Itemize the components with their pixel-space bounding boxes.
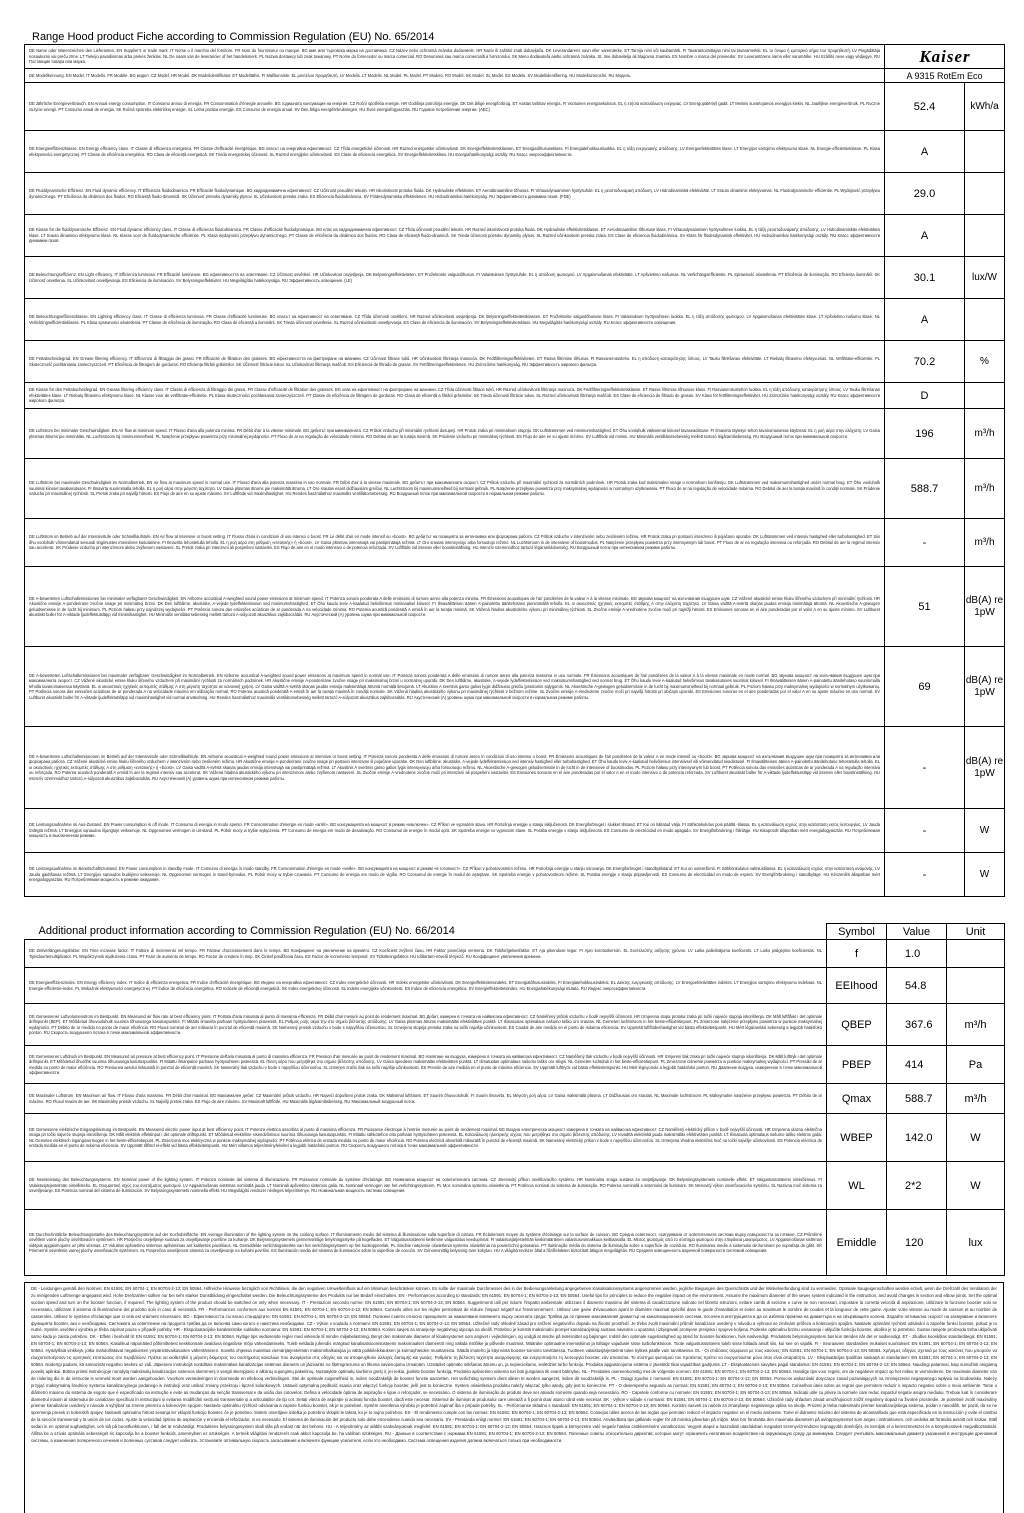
info-row (25, 1084, 1005, 1114)
fiche-row-unit: kWh/a (965, 83, 1005, 131)
info-row-symbol: Emiddle (827, 1210, 887, 1276)
fiche-row-unit: dB(A) re 1pW (965, 567, 1005, 647)
header-symbol: Symbol (827, 924, 887, 940)
info-row (25, 1004, 1005, 1046)
fiche-row-description: DE Leistungsaufnahme im Bereitschaftszustand. EN Power consumption in standby mode. IT Consumo di energia in modo standby. FR Consommation d'énergie en mode «veille». BG консумацията на мощност в режим «в готовност». CZ Příkon v pohotovostním režimu. HR Potrošnja energije u stanju mirovanja. DK Energiforbruget i standbytilstand. ET Kui on ooterežiimil. FI Sähkönkulutus valmiustilassa. EL η κατανάλωση ισχύος στην κατάσταση αναμονής. LV Jauda gaidīšanas režīmā. LT Energijos sąnaudos budėjimo veiksenoje. NL Opgenomen vermogen in stand-bymodus. PL Pobór mocy w trybie czuwania. PT Consumo de energia em modo de vigília. RO Consumul de energie în modul de așteptare. SK Spotreba energie v pohotovostnom režime. SL Poraba energije v stanju pripravljenosti. ES Consumo de electricidad en modo de espera. SV Energiförbrukning i standbyläge. HU Készenléti állapotban mért energiafogyasztás. RU Потребляемая мощность в режиме ожидания. (25, 853, 885, 897)
info-row-symbol: PBEP (827, 1046, 887, 1084)
fiche-row-value: A (885, 131, 965, 173)
fiche-row-unit: W (965, 853, 1005, 897)
fiche-row-value: - (885, 809, 965, 853)
info-row-unit (947, 968, 1005, 1004)
info-row-description: DE Gemessene elektrische Eingangsleistung im Bestpunkt. EN Measured electric power input at best efficiency point. IT Potenza elettrica assorbita al punto di massima efficienza. FR Puissance électrique à l'entrée mesurée au point de rendement maximal. BG Входна електрическа мощност измерена в точката на найвисока ефективност. CZ Naměřený elektrický příkon v bodě nejvyšší účinnosti. HR Izmjerena ulazna električna snaga pri točki najveće stupnja iskorištenja. DK Målt elektrisk effektinput i det optimale driftspunkt. ET Mõõdetud elektriline sisendvõimsus suurima tõhususega kasutuspunktis. FI Mitattu sähkötehon otto parhaan hyötysuhteen pisteessä. EL Κατανάλωση ηλεκτρικής ισχύος που μετρήθηκε στο σημείο βέλτιστης απόδοσης. LV Ievadītā elektriskā jauda maksimālās efektivitātes punktā. LT Išmatuota optimalaus našumo taško elektros galia. NL Gemeten elektrisch ingangsvermogen in het beste-efficiëntiepunt. PL Zmierzona moc elektryczna w punkcie maksymalnej wydajności. PT Potência elétrica de entrada medida no ponto de maior eficiência. RO Puterea electrică absorbită măsurată în punctul de eficiență maximă. SK Nameraný elektrický príkon v bode s najvyššou účinnosťou. SL Izmerjena vhodna električna moč na točki najvišje učinkovitosti. ES Potencia eléctrica de entrada medida en el punto de máxima eficiencia. SV Uppmätt tillförd el-effekt vid bästa effektivitetspunkt. HU Mért villamos teljesítményfelvétel a legjobb hatásfokú ponton. RU Скорость воздушного потока в точке максимальной эффективности. (25, 1114, 827, 1162)
info-row-unit: Pa (947, 1046, 1005, 1084)
info-row-value: 367.6 (887, 1004, 947, 1046)
fiche-row-unit: W (965, 809, 1005, 853)
info-row-unit: m³/h (947, 1004, 1005, 1046)
info-row (25, 1162, 1005, 1210)
info-row-description: DE Zeitverlängerungsfaktor. EN Time increase factor. IT Fattore di incremento nel tempo. FR Facteur d'accroissement dans le temps. BG Коефициент на увеличение на времето. CZ Koeficient zvýšení času. HR Faktor povećanja vremena. DK Tidsforlgelsesfaktor. ET Aja pikenduse tegur. FI Ajan korotuskerroin. EL Συντελεστής αύξησης χρόνου. LV Laika palielinājuma koeficients. LT Laiko pailgėjimo koeficientas. NL Tijdsduurtemultiplicator. PL Współczynnik wydłużenia czasu. PT Fator de aumento de tempo. RO Factor de creștere în timp. SK Činiteľ predĺženia času. ES Factor de incremento temporal. SV Tidsökningsfaktor. HU Időtartam-növelő tényező. RU Коэффициент увеличения времени. (25, 940, 827, 968)
fiche-row-description: DE A-bewerteten Luftschallemissionen bei minimaler verfügbarer Geschwindigkeit. EN Airborne acoustical A-weighted sound power emissions at minimum speed. IT Potenza sonora ponderata A delle emissioni di rumore aereo alla potenza minima. FR Émissions acoustiques de l'air pondérées de la valeur A à la vitesse minimale. BG звукова мощност на излъчвания въздушен шум. CZ Vážené akustické emise hluku šířeného vzduchem při minimální rychlosti. HR Akustične emisije A-ponderirane zvučne snage pri minimalnoj brzini. DK Den luftbårne, akustiske, A-vejede lydeffektemission ved minimumshastighed. ET Õhu kaudu leviv A-kaalutud helivõimsus minimaalsel kiirusel. FI Ilmavälitteisen äänen A-painotettu äänitehotaso pienimmällä teholla. EL οι ακουστικές ηχητικές εκπομπές στάθμης A στην ελάχιστη ταχύτητα. LV Gaisa vadītā A-svērtā skaņas jaudas emisija minimālajā ātrumā. NL Akoestische A-gewogen geluidsemissie in de lucht bij minimum. PL Poziom hałasu przy najniższej wydajności. PT Potência sonora das emissões acústicas de ar ponderada A na velocidade mínima. RO Puterea acustică ponderată A emisă în aer la turația minimă. SK Vážená hladina akustického výkonu pri minimálnej rýchlosti. SL Zvočne emisije A-vrednotene zvočne moči pri najnižji hitrosti. ES Emisiones sonoras en el aire ponderadas por el valor A en su ajuste mínimo. SV Luftburet akustiskt buller för A-viktade ljudeffektutsläpp vid minimihastighet. HU Minimális ventilátorsebesség mellett tartozó A-súlyozott akusztikus zajkibocsátás. RU Акустический (А) уровень шума при минимальной скорости. (25, 567, 885, 647)
fiche-row-unit: m³/h (965, 519, 1005, 567)
model-value: A 9315 RotEm Eco (885, 69, 1005, 83)
fiche-row-value: A (885, 215, 965, 257)
additional-info-title: Additional product information according to Commission Regulation (EU) No. 66/2014 (25, 924, 827, 940)
info-row-description: DE Nennleistung des Beleuchtungssystems. EN Nominal power of the lighting system. IT Potenza nominale del sistema di illuminazione. FR Puissance nominale du système d'éclairage. BG Номинална мощност на осветителната система. CZ Jmenovitý příkon osvětlovacího systému. HR Nominalna snaga sustava za osvjetljavanje. DK Belysningssystemets nominelle effekt. ET Valgustussüsteemi nimivõimsus. FI Valaistusjärjestelmän nimellisteho. EL Ονομαστική ισχύς του συστήματος φωτισμού. LV Apgaismošanas sistēmas nominālā jauda. LT Nominali apšvietimo sistemos galia. NL Nominaal vermogen van het verlichtingssysteem. PL Moc nominalna systemu oświetlenia. PT Potência nominal do sistema de iluminação. RO Puterea nominală a sistemului de iluminare. SK Menovitý výkon osvetľovacieho systému. SL Nazivna moč sistema za osvetljevanje. ES Potencia nominal del sistema de iluminación. SV Belysningssystemets nominella effekt. HU Megvilágító rendszer névleges teljesítménye. RU Номинальная мощность системы освещения. (25, 1162, 827, 1210)
model-description: DE Modellkennung. EN Model. IT Modello. FR Modèle. BG модел. CZ Model. HR Model. DK Modelidentifikator. ET Mudelitähis. FI Mallitunniste. EL μοντέλου προμηθευτή. LV Modelis. LT Modelis. NL Model. PL Model. PT Modelo. RO Model. SK Model. SL Model. ES Modelo. SV Modellidentifiering. HU Modellazonosító. RU Модель. (25, 69, 885, 83)
fiche-row (25, 647, 1005, 727)
fiche-row-description: DE Fettabscheidegrad. EN Grease filtering efficiency. IT Efficienza di filtraggio dei grassi. FR Efficacité de filtration des graisses. BG ефективността на филтриране на мазнини. CZ Účinnost filtrace tuků. HR Učinkovitost filtriranja masnoća. DK Fedtfiltreringseffektiviteten. ET Rasva filtrimise tõhusus. FI Rasvanerotusteho. EL η απόδοση κατακράτησης λίπους. LV Tauku filtrēšanas efektivitāte. LT Riebalų filtravimo efektyvumas. NL Vetfiltratie-efficiëntie. PL Skuteczność pochłaniania zanieczyszczeń. PT Eficiência de filtragem de gorduras. RO Eficiența filtrării grăsimilor. SK Účinnosť filtrácie tukov. SL Učinkovitost filtriranja maščob. ES Eficiencia de filtrado de grasas. SV Fettfiltreringseffektiviteten. HU Zsírszűrési hatékonyság. RU Эффективность жирового фильтра. (25, 341, 885, 383)
header-unit: Unit (947, 924, 1005, 940)
supplier-row (25, 45, 1005, 69)
info-row-value: 54.8 (887, 968, 947, 1004)
fiche-row-description: DE Jährliche Energieverbrauch. EN Annual energy consumption. IT Consumo annuo di energia. FR Consommation d'énergie annuelle. BG годишната консумация на енергия. CZ Roční spotřeba energie. HR Godišnja potrošnja energije. DK Det årlige energiforbrug. ET Aastas tarbitav energia. FI Vuotuinen energiankulutus. EL η ετήσια κατανάλωση ενέργειας. LV Energopatēriņš gadā. LT Metinis suvartojamos energijos kiekis. NL Jaarlijkse energieverbruik. PL Roczne zużycie energii. PT Consumo anual de energia. SK Ročná spotreba elektrickej energie. SL Letna poraba energije. ES Consumo de energía anual. SV Den årliga energiförbrukningen. HU Éves energiafogyasztás. RU Годовое потребление энергии. (AEC) (25, 83, 885, 131)
info-row-unit (947, 940, 1005, 968)
fiche-row-description: DE Klasse für den Fettabscheidegrad. EN Grease filtering efficiency class. IT Classe di efficienza di filtraggio dei grassi. FR Classe d'efficacité de filtration des graisses. BG клас на ефективност на филтриране на мазнини. CZ Třída účinnosti filtrace tuků. HR Razred učinkovitosti filtriranja masnoća. DK Fedtfiltreringseffektivitetsklasse. ET Rasva filtrimise tõhususe klass. FI Rasvanerotustehon luokka. EL η τάξη απόδοσης κατακράτησης λίπους. LV Tauku filtrēšanas efektivitātes klase. LT Riebalų filtravimo efektyvumo klasė. NL Klasse voor de vetfiltratie-efficiëntie. PL Klasa skuteczności pochłaniania zanieczyszczeń. PT Classe de eficiência de filtragem de gorduras. RO Clasa de eficiență a filtrării grăsimilor. SK Trieda účinnosti filtrácie tukov. SL Razred učinkovitosti filtriranja maščob. ES Clase de eficiencia de filtrado de grasas. SV Klass för fettfiltreringseffektivitet. HU Zsírszűrési hatékonysági osztály. RU Класс эффективности жирового фильтра. (25, 383, 885, 409)
info-row-value: 588.7 (887, 1084, 947, 1114)
fiche-row-unit (965, 173, 1005, 215)
info-row-symbol: f (827, 940, 887, 968)
supplier-brand-cell (885, 45, 1005, 69)
fiche-row-value: A (885, 299, 965, 341)
info-row (25, 968, 1005, 1004)
fiche-row (25, 341, 1005, 383)
fiche-row-description: DE Luftstrom bei maximaler Geschwindigkeit im Normalbetrieb. EN Air flow at maximum speed in normal use. IT Flusso d'aria alla potenza massima in uso normale. FR Débit d'air à la vitesse maximale. BG дебитът при максималната скорост. CZ Průtok vzduchu při maximální rychlosti za normálních podmínek. HR Protok zraka kod maksimalne snage u normalnom korištenju. DK Luftstrømmen ved maksimumshastighed under normal brug. ET Õhu vooluhulk suurimal kiirusel tavakasutuses. FI Ilmavirta suurimmalla teholla. EL η ροή αέρα στην μέγιστη ταχύτητα. LV Gaisa plūsmas ātrums pie maksimālā ātruma. LT Oro srautas esant didžiausiam greičiui. NL Luchtstroom bij maximumsnelheid bij normaal gebruik. PL Natężenie przepływu powietrza przy maksymalnej wydajności w normalnym użytkowaniu. PT Fluxo de ar na regulação de velocidade máxima. RO Debitul de aer la turația maximă în condiții normale. SK Prúdenie vzduchu pri maximálnej rýchlosti. SL Pretok zraka pri najvišji hitrosti. ES Flujo de aire en su ajuste máximo. SV Luftflöde vid maximihastighet. HU Rendes használathoz maximális ventillátorsebesség. RU Воздушный поток при максимальной скорости в нормальном режиме работы. (25, 459, 885, 519)
additional-info-rows (25, 940, 1005, 1276)
fiche-row-value: D (885, 383, 965, 409)
info-row-symbol: Qmax (827, 1084, 887, 1114)
info-row-symbol: WBEP (827, 1114, 887, 1162)
fiche-row-unit (965, 215, 1005, 257)
fiche-row-description: DE Fluiddynamische Effizienz. EN Fluid dynamic efficiency. IT Efficienza fluidodinamica. FR Efficacité fluidodynamique. BG хидродинамична ефективност. CZ Účinnost proudění tekutin. HR Iskoristivost protoka fluida. DK Hydrauliske effektivitet. ET Aerodünaamiline tõhusus. FI Virtausdynaaminen hyötysuhde. EL η ρευστοδυναμική απόδοση. LV Hidrodinamiskā efektivitāte. LT Srauto dinaminis efektyvumas. NL Fluïdodynamische efficiëntie. PL Wydajność przepływu dynamicznego. PT Eficiência da dinâmica dos fluidos. RO Eficiență fluido-dinamică. SK Účinnosť prietoku dynamiky plynov. SL Učinkovitost pretoka zraka. ES Eficiencia fluidodinámica. SV Flödesdynamiska effektiviteten. HU Hidrodinamikai hatékonyság. RU Эффективность динамики газов. (FDE) (25, 173, 885, 215)
fiche-row (25, 409, 1005, 459)
fiche-row-unit: dB(A) re 1pW (965, 647, 1005, 727)
fiche-row-description: DE Beleuchtungseffizienzklasse. EN Lighting efficiency class. IT Classe di efficienza luminosa. FR Classe d'efficacité lumineuse. BG класът на ефективност на осветяване. CZ Třída účinnosti osvětlení. HR Razred učinkovitosti osvjetljenja. DK Belysningseffektivitetsklassen. ET Prožektorite valgustõhususe klass. FI Valaistuksen hyötysuhteen luokka. EL η τάξη απόδοσης φωτισμού. LV Apgaismošanas efektivitātes klase. LT Apšvietimo našumo klasė. NL Verlichtingsefficiëntieklasse. PL Klasa sprawności oświetlenia. PT Classe de eficiência de iluminação. RO Clasa de eficiență a iluminării. SK Trieda účinnosti osvetlenia. SL Razred učinkovitosti osvetljevanja. ES Clase de eficiencia de iluminación. SV Belysningseffektivitetsklass. HU Megvilágítás hatékonysági osztály. RU Класс эффективности освещения. (25, 299, 885, 341)
fiche-row-unit: % (965, 341, 1005, 383)
fiche-table (24, 44, 1005, 897)
info-row (25, 1046, 1005, 1084)
fiche-row-unit: m³/h (965, 459, 1005, 519)
fiche-row (25, 173, 1005, 215)
fiche-row-description: DE Klasse für die fluiddynamische Effizienz. EN Fluid dynamic efficiency class. IT Classe di efficienza fluidodinamica. FR Classe d'efficacité fluidodynamique. BG клас на хидродинамична ефективност. CZ Třída účinnosti proudění tekutin. HR Razred iskoristivosti protoka fluida. DK Hydrauliske effektivitetsklasse. ET Aerodünaamilise tõhususe klass. FI Virtausdynaamisen hyötysuhteen luokka. EL η τάξη ρευστοδυναμικής απόδοσης. LV Hidrodinamiskās efektivitātes klase. LT Srauto dinaminio efektyvumo klasė. NL Klasse voor de fluïdodynamische efficiëntie. PL Klasa wydajności przepływu dynamicznego. PT Classe de eficiência da dinâmica dos fluidos. RO Clasa de eficiență fluido-dinamică. SK Trieda účinnosti prietoku dynamiky plynov. SL Razred učinkovitosti pretoka zraka. ES Clase de eficiencia fluidodinámica. SV Klass för flödesdynamisk effektivitet. HU Hidrodinamikai hatékonysági osztály. RU Класс эффективности динамики газов. (25, 215, 885, 257)
info-row-value: 414 (887, 1046, 947, 1084)
info-row-value: 142.0 (887, 1114, 947, 1162)
fiche-row (25, 459, 1005, 519)
fiche-row-value: 196 (885, 409, 965, 459)
fiche-row (25, 519, 1005, 567)
fiche-row-value: - (885, 519, 965, 567)
product-fiche-document (24, 30, 1004, 1513)
info-row (25, 1210, 1005, 1276)
info-row-symbol: EEIhood (827, 968, 887, 1004)
fiche-row-value: 30.1 (885, 257, 965, 299)
fiche-row-value: 70.2 (885, 341, 965, 383)
fiche-row-unit: m³/h (965, 409, 1005, 459)
fiche-row-unit (965, 299, 1005, 341)
info-row-description: DE Maximaler Luftstrom. EN Maximum air flow. IT Flusso d'aria massimo. FR Débit d'air maximal. BG Максимален дебит. CZ Maximální průtok vzduchu. HR Najveći dopušteni protok zraka. DK Maksimal luftstrøm. ET Suurim õhuvooluhulk. FI Suurin ilmavirta. EL Μέγιστη ροή αέρα. LV Gaisa maksimālā plūsma. LT Didžiausias oro srautas. NL Maximale luchtstroom. PL Maksymalne natężenie przepływu powietrza. PT Débito de ar máximo. RO Fluxul maxim de aer. SK Maximálny prietok vzduchu. SL Najvišji pretok zraka. ES Flujo de aire máximo. SV Maximalt luftflöde. HU Maximális légáramlásbesség. RU Максимальный воздушный поток. (25, 1084, 827, 1114)
info-row-description: DE Gemessener Luftdruck im Bestpunkt. EN Measured air pressure at best efficiency point. IT Pressione dell'aria misurata al punto di massima efficienza. FR Pression d'air mesurée au point de rendement maximal. BG Налягане на въздуха, измерено в точката на найвисока ефективност. CZ Naměřený tlak vzduchu v bodě nejvyšší účinnosti. HR Izmjereni tlak zraka pri točki najveće stupnja iskorištenja. DK Målt lufttryk i det optimale driftspunkt. ET Mõõdetud õhurõhk suurima tõhususega kasutuspunktis. FI Mitattu ilmanpaine parhaan hyötysuhteen pisteessä. EL Πίεση αέρα που μετρήθηκε στο σημείο βέλτιστης απόδοσης. LV Gaisa spiediens maksimālās efektivitātes punktā. LT Išmatuotas optimalaus našumo taško oro slėgis. NL Gemeten luchtdruk in het beste-efficiëntiepunt. PL Zmierzone ciśnienie powietrza w punkcie maksymalnej wydajności. PT Pressão de ar medida no ponto de maior eficiência. RO Presiunea aerului măsurată în punctul de eficiență maximă. SK Nameraný tlak vzduchu v bode s najvyššou účinnosťou. SL Izmerjen zračni tlak na točki najvišje učinkovitosti. ES Presión de aire medida en el punto de máxima eficiencia. SV Uppmätt lufttryck vid bästa effektivitetspunkt. HU Mért légnyomás a legjobb hatásfokú ponton. RU Давление воздуха, измеренное в точке максимальной эффективности. (25, 1046, 827, 1084)
fiche-row-value: 51 (885, 567, 965, 647)
info-row-symbol: QBEP (827, 1004, 887, 1046)
kaiser-logo-icon (891, 47, 999, 67)
info-row-value: 1.0 (887, 940, 947, 968)
fiche-row-value: - (885, 853, 965, 897)
fiche-row (25, 299, 1005, 341)
fiche-row-description: DE Luftstrom bei minimaler Geschwindigkeit. EN Air flow at minimum speed. IT Flusso d'aria alla potenza minima. FR Débit d'air à la vitesse minimale. BG дебитът при минималната. CZ Průtok vzduchu při minimální rychlosti dosupný. HR Protok zraka pri minimalnom stupnju. DK Luftstrømmen ved minimumshastighed. ET Õhu vooluhulk väikseimal kiirusel tavaseadistuse. FI Ilmavirta täytetyn tehon tavanomaisessa käytössä. EL η ροή αέρα στην ελάχιστη. LV Gaisa plūsmas ātrums pie minimālās. NL Luchtstroom bij minimumsnelheid. PL Natężenie przepływu powietrza przy minimalnej wydajności. PT Fluxo de ar na regulação de velocidade mínima. RO Debitul de aer la turația minimă. SK Prúdenie vzduchu pri minimálnej rýchlosti. ES Flujo de aire en su ajuste mínimo. SV Luftflöde vid minimi. HU Minimális ventillátorsebesség mellett tartozó légáramlásbesség. RU Воздушный поток при минимальной скорости. (25, 409, 885, 459)
fiche-row-value: - (885, 727, 965, 809)
info-row-description: DE Durchschnittliche Beleuchtungsstärke des Beleuchtungssystems auf der Kochoberfläche. EN Average illumination of the lighting system on the cooking surface. IT Illuminamento medio del sistema di illuminazione sulla superficie di cottura. FR Éclairement moyen du système d'éclairage sur la surface de cuisson. BG Средна осветеност, осигурявана от осветителната система върху повърхността за готвене. CZ Průměrné osvětlení varné plochy osvětlovacím systémem. HR Prosječno osvjetljenje sustava za osvjetljavanje površine za kuhanje. DK Belysningssystemets gennemsnitlige belysningsstyrke på kogefladen. ET Valgustussüsteemi keskmine valgustatus keedupinnal. FI Valaistusjärjestelmän keskimääräinen valaistusvoimakkuus keittotasolla. EL Μέσος φωτισμός από το σύστημα φωτισμού στην επιφάνεια μαγειρέματος. LV Apgaismošanas sistēmas vidējais apgaismojums uz plīts virsmas. LT Vidutinis apšvietimo sistemos apšvietimas ant kaitlentės paviršiaus. NL Gemiddelde verlichtingssterkte van het verlichtingssysteem op het kookoppervlak. PL Średnie natężenie oświetlenia systemu oświetlenia na powierzchni gotowania. PT Iluminação média do sistema de iluminação sobre a superfície de cozedura. RO Iluminarea medie a sistemului de iluminare pe suprafața de gătit. SK Priemerné osvetlenie varnej plochy osvetľovacím systémom. SL Povprečna osvetljenost sistema za osvetljevanje na kuhalni površini. ES Iluminación media del sistema de iluminación sobre la superficie de cocción. SV Genomsnittlig belysning över kokytan. HU A világítórendszer által a főzőfelületen biztosított átlagos megvilágítás. RU Средняя освещенность варочной поверхности системой освещения. (25, 1210, 827, 1276)
info-row-unit: W (947, 1114, 1005, 1162)
fiche-row (25, 809, 1005, 853)
model-row (25, 69, 1005, 83)
info-row-value: 120 (887, 1210, 947, 1276)
fiche-row-value: 52.4 (885, 83, 965, 131)
fiche-row-unit: lux/W (965, 257, 1005, 299)
fiche-row (25, 727, 1005, 809)
info-row-unit: m³/h (947, 1084, 1005, 1114)
fiche-row (25, 567, 1005, 647)
header-value: Value (887, 924, 947, 940)
fiche-title: Range Hood product Fiche according to Commission Regulation (EU) No. 65/2014 (32, 31, 435, 43)
info-row-unit: W (947, 1162, 1005, 1210)
fiche-row (25, 383, 1005, 409)
fiche-row-description: DE Beleuchtungseffizienz. EN Light efficiency. IT Efficienza luminosa. FR Efficacité lumineuse. BG ефективността на осветяване. CZ Účinnost osvětlení. HR Učinkovitost osvjetljenja. DK Belysningseffektiviteten. ET Prožektorite valgustõhusus. FI Valaistuksen hyötysuhde. EL η απόδοση φωτισμού. LV Apgaismošanas efektivitāte. LT Apšvietimo našumas. NL Verlichtingsefficiëntie. PL Sprawność oświetlenia. PT Eficiência de iluminação. RO Eficiența iluminării. SK Účinnosť osvetlenia. SL Učinkovitost osvetljevanja. ES Eficiencia de iluminación. SV Belysningseffektivitet. HU Megvilágítás hatékonysága. RU Эффективность освещения. (LE) (25, 257, 885, 299)
info-row (25, 1114, 1005, 1162)
fiche-row-description: DE Leistungsaufnahme im Aus-Zustand. EN Power consumption in off mode. IT Consumo di energia in modo spento. FR Consommation d'énergie en mode «arrêt». BG консумацията на мощност в режим «изключен». CZ Příkon ve vypnutém stavu. HR Potrošnja energije u stanju isključenosti. DK Energiforbruget i slukket tilstand. ET Kui on lülitatud välja. FI Sähkönkulutus pois päältä -tilassa. EL η κατανάλωση ισχύος στην κατάσταση εκτός λειτουργίας. LV Jauda izslēgtā režīmā. LT Energijos sąnaudos išjungtoje veiksenoje. NL Opgenomen vermogen in uit-stand. PL Pobór mocy w trybie wyłączenia. PT Consumo de energia em modo de desativação. RO Consumul de energie în modul oprit. SK Spotreba energie vo vypnutom stave. SL Poraba energije v stanju izključenosti. ES Consumo de electricidad en modo apagado. SV Energiförbrukning i frånläge. HU Kikapcsolt állapotban mért energiafogyasztás. RU Потребляемая мощность в выключенном режиме. (25, 809, 885, 853)
fiche-row-value: 588.7 (885, 459, 965, 519)
fiche-row-value: 69 (885, 647, 965, 727)
fiche-row-description: DE A-bewerteten Luftschallemissionen im Betrieb auf der Intensivstufe oder Schnelllaufstufe. EN Airborne acoustical A-weighted sound power emissions at intensive or boost setting. IT Potenza sonora ponderata A delle emissioni di rumore aereo in condizioni di uso intenso o boost. FR Émissions acoustiques de l'air pondérées de la valeur A en mode intensif ou «boost». BG звукова мощност на излъчвания въздушен шум при позицията за интензивна или форсирана работа. CZ Vážené akustické emise hluku šířeného vzduchem v intenzivním nebo zesíleném režimu. HR Akustične emisije A-ponderirane zvučne snage pri postavci intenzivne ili pojačane uporabe. DK Den luftbårne, akustiske, A-vejede lydeffektemission ved intensiv hastighed eller turbohastighed. ET Õhu kaudu leviv A-kaalutud helivõimsus intensiivsel või võimendatud seadistusel. FI Ilmavälitteisen äänen A-painotettu äänitehotaso tehostetulla teholla. EL οι ακουστικές ηχητικές εκπομπές στάθμης A στη ρύθμιση «εντατικής» ή «boost». LV Gaisa vadītā A-svērtā skaņas jaudas emisija intensīvajā vai pastiprinātajā režīmā. LT Akustinis A svertinis garso galios lygis intensyviuoju arba forsuotuoju režimu. NL Akoestische A-gewogen geluidsemissie in de lucht in de intensieve of boostmodus. PL Poziom hałasu przy intensywnym lub boost. PT Potência sonora das emissões acústicas de ar ponderada A na regulação intensiva ou reforçada. RO Puterea acustică ponderată A emisă în aer la regimul intensiv sau accelerat. SK Vážená hladina akustického výkonu pri intenzívnom alebo zvýšenom nastavení. SL Zvočne emisije A-vrednotene zvočne moči pri intenzivni ali pospešeni nastavitvi. ES Emisiones sonoras en el aire ponderadas por el valor A en el modo intensivo o de potencia reforzada. SV Luftburet akustiskt buller för A-viktade ljudeffektutsläpp vid intensiv eller boostinställning. HU Intenzív üzemmódhoz tartozó A-súlyozott akusztikus zajkibocsátás. RU Акустический (А) уровень шума при интенсивном режиме работы. (25, 727, 885, 809)
fiche-row (25, 215, 1005, 257)
fiche-row (25, 853, 1005, 897)
fiche-row (25, 257, 1005, 299)
info-row-symbol: WL (827, 1162, 887, 1210)
fiche-row (25, 131, 1005, 173)
fiche-row-description: DE Energieeffizienzklasse. EN Energy efficiency class. IT Classe di efficienza energetica. FR Classe d'efficacité énergétique. BG класът на енергийна ефективност. CZ Třída energetické účinnosti. HR Razred energetske učinkovitosti. DK Energieffektivitetsklassen. ET Energiatõhususeklass. FI Energiatehokkuusluokka. EL η τάξη ενεργειακής απόδοσης. LV Energoefektivitātes klase. LT Energijos vartojimo efektyvumo klasė. NL Energie-efficiëntieklasse. PL Klasa efektywności energetycznej. PT Classe de eficiência energética. RO Clasa de eficiență energetică. SK Trieda energetickej účinnosti. SL Razred energijske učinkovitosti. ES Clase de eficiencia energética. SV Energieffektivitetsklass. HU Energiahatékonysági osztály. RU Класс энергоэффективности. (25, 131, 885, 173)
info-row-description: DE Gemessener Luftvolumenstrom im Bestpunkt. EN Measured air flow rate at best efficiency point. IT Portata d'aria misurata al punto di massima efficienza. FR Débit d'air mesuré au point de rendement maximal. BG Дебит, измерен в точката на найвисока ефективност. CZ Naměřený průtok vzduchu v bodě nejvyšší účinnosti. HR Izmjerena stopa protoka zraka pri točki najveće stupnja iskorištenja. DK Målt luftflåiet i det optimale driftspunkt (BEP). ET Mõõdetud õhuvooluhulk suurima tõhususega kasutuspunktis. FI Mitattu ilmavirta parhaan hyötysuhteen pisteessä. EL Ρυθμός ροής αέρα την στο σημείο βέλτιστης απόδοσης. LV Gaisa plūsmas ātrums maksimālās efektivitātes punktā. LT Išmatuotas optimalaus našumo taško oro srautas. NL Gemeten luchtstroom in het beste-efficiëntiepunt. PL Zmierzone natężenie przepływu powietrza w punkcie maksymalnej wydajności. PT Débito de ar medido no ponto de maior eficiência. RO Fluxul nominal de aer măsurat în punctul de eficiență maximă. SK Nameraný prietok vzduchu v bode s najvyššou účinnosťou. SL Izmerjena stopnja pretoka zraka na točki najvišje učinkovitosti. ES Caudal de aire medido en el punto de máxima eficiencia. SV Uppmätt luftflödeshastighet vid bästa effektivitetspunkt. HU Mért légáramlási sebesség a legjobb hatásfokú ponton. RU Скорость воздушного потока в точке максимальной эффективности. (25, 1004, 827, 1046)
fiche-row-unit: dB(A) re 1pW (965, 727, 1005, 809)
info-row-description: DE Energieeffizienzindex. EN Energy efficiency index. IT Indice di efficienza energetica. FR Indice d'efficacité énergétique. BG Индекс на енергийна ефективност. CZ Index energetické účinnosti. HR Indeks energetske učinkovitosti. DK Energieffektivitetsindeks. ET Energiatõhususindeks. FI Energiatehokkuusindeksi. EL Δείκτης ενεργειακής απόδοσης. LV Energoefektivitātes indekss. LT Energijos vartojimo efektyvumo indeksas. NL Energie-efficiëntie-index. PL Wskaźnik efektywności energetycznej. PT Índice de eficiência energética. RO Indicele de eficiență energetică. SK Index energetickej účinnosti. SL Indeks energijske učinkovitosti. ES Índice de eficiencia energética. SV Energieffektivitetsindex. HU Energiahatékonysági mutató. RU Индекс энергоэффективности. (25, 968, 827, 1004)
info-row (25, 940, 1005, 968)
supplier-description: DE Name oder Warenzeichen des Lieferanten. EN Supplier's or trade mark. IT Nome o il marchio del fornitore. FR Nom du fournisseur ou marque. BG име или търговска марка на доставчика. CZ Název nebo ochranná známka dodavatele. HR Naziv ili zaštitni znak dobavljača. DK Leverandørens navn eller varemærke. ET Tarnija nimi või kaubamärk. FI Tavarantoimittajan nimi tai tavaramerkki. EL το όνομα ή εμπορικό σήμα του προμηθευτή. LV Piegādātāja nosaukums vai preču zīme. LT Tiekėjo pavadinimas arba prekės ženklas. NL De naam van de leverancier of het handelsmerk. PL Nazwa dostawcy lub znak towarowy. PT Nome do fornecedor ou marca comercial. RO Denumirea sau marca comercială a furnizorului. SK Meno dodávateľa alebo ochranná známka. SL Ime dobavitelja ali blagovna znamka. ES Nombre o marca del proveedor. SV Leverantörens namn eller varumärke. HU Szállító neve vagy védjegye. RU Поставщик товара или марка. (25, 45, 885, 69)
fiche-row-value: 29.0 (885, 173, 965, 215)
additional-info-table (24, 923, 1005, 1276)
fiche-row-description: DE A-bewerteten Luftschallemissionen bei maximaler verfügbarer Geschwindigkeit im Normalbetrieb. EN Airborne acoustical A-weighted sound power emissions at maximum speed in normal use. IT Potenza sonora ponderata A delle emissioni di rumore aereo alla potenza massima in uso normale. FR Émissions acoustiques de l'air pondérées de la valeur A à la vitesse maximale en mode normal. BG звукова мощност на излъчвания въздушен шум при максималната скорост. CZ Vážené akustické emise hluku šířeného vzduchem při maximální rychlosti za normálních podmínek. HR Akustične emisije A-ponderirane zvučne snage pri maksimalnoj brzini u normalnoj uporabi. DK Den luftbårne, akustiske, A-vejede lydeffektemission ved maksimumshastighed ved normal brug. ET Õhu kaudu leviv A-kaalutud helivõimsus tavakasutuses suurimal kiirusel. FI Ilmavälitteisen äänen A-painotettu äänitehotaso suurimmalla teholla tavanomaisessa käytössä. EL οι ακουστικές ηχητικές εκπομπές στάθμης A στη μέγιστη ταχύτητα σε κανονική χρήση. LV Gaisa vadītā A-svērtā skaņas jaudas emisija maksimālajā ātrumā normālā lietojumā. LT Akustinis A svertinis garso galios lygis didžiausiu greičiu įprastomis sąlygomis. NL Akoestische A-gewogen geluidsemissie in de lucht bij maximumsnelheid bij normaal gebruik. PL Poziom hałasu przy maksymalnej wydajności w normalnym użytkowaniu. PT Potência sonora das emissões acústicas de ar ponderada A na velocidade máxima em utilização normal. RO Puterea acustică ponderată A emisă în aer la turația maximă în condiții normale. SK Vážená hladina akustického výkonu pri maximálnej rýchlosti v bežnom režime. SL Zvočne emisije A-vrednotene zvočne moči pri najvišji hitrosti pri običajni uporabi. ES Emisiones sonoras en el aire ponderadas por el valor A en su ajuste máximo en uso normal. SV Luftburet akustiskt buller för A-viktade ljudeffektutsläpp vid maximihastighet vid normal användning. HU Rendes használathoz maximális ventilátorsebesség mellett tartozó A-súlyozott akusztikus zajkibocsátás. RU Акустический (А) уровень шума при максимальной скорости в нормальном режиме работы. (25, 647, 885, 727)
standards-notes: DE - Leistungen gemäß den Normen: EN 61591; EN 60704-1; EN 60704-2-13; EN 50564. Hilfreiche Hinweise bezüglich von Richtlinien, die den negativen Umwelteinfluss auf ein Minimum beschränken können. Es sollte der maximale Durchmesser des in der Bedienungsanleitung angegebenen Kanalisationssystems angenommen werden, jegliche Biegungen des Querschnitts und der Winkelverbindung sind zu vermeiden. Optimale Saugeigenschaften werden erzielt, wenn die Drehzahl des Ventilators der zu reinigenden Luftmenge angepasst wird. Hohe Drehzahlen sollten nur bei sehr starker Dunstbildung eingeschaltet werden. Die Beleuchtungssysteme des Produkts nur bei Bedarf einschalten. EN - Performances according to standards: EN 61591; EN 60704-1; EN 60704-2-13; EN 50564. Useful tips for principles to reduce the negative impact on the environment. Assume the maximum diameter of the sewer system indicated in the instruction, and avoid changes in section and elbow joints. Set the optimal suction speed and turn on the booster function, if required. The lighting system of the product should be switched on only when necessary. IT - Prestazioni secondo norme: EN 61591; EN 60704-1; EN 60704-2-13; EN 50564. Suggerimenti utili per ridurre l'impatto ambientale: utilizzare il diametro massimo del sistema di canalizzazione indicato nel libretto istruzioni, evitare cambi di sezione o curve se non necessari, impostare la corretta velocità di aspirazione, utilizzare la funzione booster solo se necessario, utilizzare il sistema di illuminazione del prodotto solo in caso di necessità. FR - Performances conformes aux normes EN 61591; EN 60704-1; EN 60704-2-13; EN 50564. Conseils utiles sur les règles permettant de réduire l'impact négatif sur l'environnement : Utilisez une gaine d'évacuation ayant le diamètre maximal spécifié dans le guide d'installation et éviter au maximum le nombre de coudes et la longueur de cette gaine. Ajuster votre vitesse au mode de cuisson et au nombre de casseroles. Utilisez le système d'éclairage que si cela est vraiment nécessaire. BG - Ефективността съгласно стандартите: EN 61591; EN 60704-1; EN 60704-2-13; EN 50564. Полезни съвети относно принципите за намаляване влиянието върху околната среда: Трябва да се приеме максималния диаметър на канализационните системи, посочен в инструкцията и да се избягва промяна на диаметъра и на свързващите колена. Задайте оптимална скорост на засмукване и включете функцията booster, ако е необходимо. Системата за осветление на продукта трябва да се включва само когато е наистина необходимо. CZ - Výkon v souladu s normami: EN 61591; EN 60704-1; EN 60704-2-13; EN 50564. Užitečné rady ohledně zásad pro snížení negativního dopadu na životní prostředí. Je třeba zvolit maximální průměr kanalizace uvedený v návodu a vyhnout se změnám průřezu a kolenovým spojům. Nastavte optimální rychlost odsávání a zapněte funkci booster, pokud je to nutné. Systém osvětlení výrobku je třeba zapínat pouze v případě potřeby. HR - Ekspoloatacijske karakteristike sukladno normama: EN 61591; EN 60704-1; EN 60704-2-13; EN 50564. Korisni savjeti za smanjenje negativnog utjecaja na okoliš. Potrebno je koristiti maksimalni promjer kanalizacijskog sustava naveden u uputama i izbjegavati promjene presjeka i spojeve koljena. Podesite optimalnu brzinu usisavanja i uključite funkciju booster, ukoliko je to potrebno. Sustav rasvjete proizvoda treba uključivati samo kada je zaista potrebno. DK - Effekt i henhold til: EN 61591; EN 60704-1; EN 60704-2-13; EN 50564. Nyttige tips vedrørende regler med virkende til mindre miljøbelastning. Benyt den maksimale diameter af kloaksystemet som angivet i vejledningen, og undgå at ændre på tværsnittet og bøjninger. Indstil den optimale sugehastighed og tænd for booster-funktionen, hvis nødvendigt. Produktets belysningssystem bør kun tændes når det er nødvendigt. ET - Jõudlus kooskõlas standarditega: EN 61591; EN 60704-1; EN 60704-2-13; EN 50564. Kasulikud näpunäited põhimõtetest keskkonnale avalduva negatiivse mõju vähendamiseks. Tuleb eeldada juhendis märgitud kanalisatsioonisüsteemi maksimaalset diameetrit ning vältida ristlõike ja põlvede muutmist. Määrake optimaalne imemiskiirus ja lülitage vajadusel sisse turbofunktsioon. Toote valgustussüsteem tuleb sisse lülitada ainult siis, kui see on vajalik. FI - Seuraavien standardien mukaiset suoritukset: EN 61591; EN 60704-1; EN 60704-2-13; EN 50564. Hyödyllisiä vinkkejä, jotka mahdollistavat negatiivisten ympäristövaikutusten vähentämisen. Sovella ohjeissa mainittua viemärijärjestelmän maksimihalkaisijaa ja vältä poikkileikkauksen ja kulmayhteiden muuttamista. Säädä imuteho ja käynnistä booster-toiminto tarvittaessa. Tuotteen valaistusjärjestelmä tulee kytkeä päälle vain tarvittaessa. EL - Οι επιδόσεις σύμφωνα με τους κανόνες: EN 61591; EN 60704-1; EN 60704-2-13; EN 50564. Χρήσιμες οδηγίες σχετικά με τους κανόνες που μπορούν να ελαχιστοποιήσουν τις αρνητικές επιπτώσεις στο περιβάλλον. Πρέπει να υιοθετηθεί η μέγιστη διάμετρος του συστήματος καναλιών που αναφέρεται στις οδηγίες και να αποφευχθούν αλλαγές διατομής και γωνίες. Ρυθμίστε τη βέλτιστη ταχύτητα αναρρόφησης και ενεργοποιήστε τη λειτουργία booster, εάν απαιτείται. Το σύστημα φωτισμού του προϊόντος πρέπει να ενεργοποιείται μόνο όταν είναι απαραίτητο. LV - Ekspluatācijas īpašības saskaņā ar standartiem: EN 61591; EN 60704-1; EN 60704-2-13; EN 50564. Noderīgi padomi, kā samazināt negatīvo ietekmi uz vidi. Jāpieņem instrukcijā norādītais maksimālais kanalizācijas sistēmas diametrs un jāizvairās no šķērsgriezuma un līkuma savienojumu izmaiņām. Uzstādiet optimālo sūkšanas ātrumu un, ja nepieciešams, ieslēdziet turbo funkciju. Produkta apgaismojuma sistēma ir jāieslēdz tikai vajadzības gadījumā. LT - Eksploatacinės savybės pagal standartus: EN 61591; EN 60704-1; EN 60704-2-13; EN 50564. Naudingi patarimai, kaip sumažinti neigiamą poveikį aplinkai. Būtina priimti instrukcijoje nurodytą maksimalų kanalizacijos sistemos skersmenį ir vengti skerspjūvio ir alkūnių sujungimų pakeitimų. Nustatykite optimalų siurbimo greitį ir, jei reikia, įjunkite booster funkciją. Produkto apšvietimo sistema turi būti įjungiama tik esant būtinybei. NL - Prestaties overeenkomstig met de volgende normen: EN 61591; EN 60704-1; EN 60704-2-13; EN 50564. Handige tips voor regels, om de negatieve impact op het milieu te verminderen. De maximale diameter van de riolering die in de instructie is vermeld moet worden aangehouden. Voorkom veranderingen in doorsnede en ellebooq verbindingen. Stel de optimale zuigsnelheid in, indien noodzakelijk de booster functie aanzetten. Het verlichting systeem dient alleen te worden aangezet, indien dit noodzakelijk is. PL - Osiągi zgodne z normami: EN 61591; EN 60704-1; EN 60704-2-13; EN 50564. Pomocne wskazówki dotyczące zasad pozwalających na zmniejszenie negatywnego wpływu na środowisko. Należy przyjąć maksymalną średnicę systemu kanalizacyjnego podanego w instrukcji oraz unikać zmiany przekroju i łączeń kolankowych. Ustawić optymalną prędkość ssania oraz włączyć funkcję booster, jeśli jest to konieczne. System oświetlenia produktu należy włączać tylko wtedy, gdy jest to konieczne. PT - O desempenho segundo as normas: EN 61591; EN 60704-1; EN 60704-2-13; EN 50564. Conselhos úteis sobre as regras que permitem reduzir o impacto negativo sobre o meio ambiente. Tome o diâmetro máximo do sistema de esgoto que é especificado na instrução e evite as mudanças da secção transversal e da união dos cotovelos. Defina a velocidade óptima de aspiração e ligue o reforçador, se necessário. O sistema de iluminação do produto deve ser ativado somente quando seja necessário. RO - Capetele conforme cu normele: EN 61591; EN 60704-1; EN 60704-2-13; EN 50564. Indicații utile cu privire la normele care reduc impactul negativ asupra mediului. Trebuie luat în considerare diametrul maxim al sistemului de canalizare specificat în instrucțiuni și evitarea modificării secțiunii transversale și a articulațiilor de tip cot. Setați viteza de aspirație și activați funcția booster, dacă este necesar. Sistemul de iluminat al produsului care umează a fi pornit doar atunci când este necesar. SK - Výkon v súlade s normami: EN 61591; EN 60704-1; EN 60704-2-13; EN 50564. Užitočné rady ohľadom zásad umožňujúcich znížiť negatívny dopad na životné prostredie. Je potrebné zvoliť maximálny priemer kanalizácie uvedený v návode a vyhýbať sa zmene prierezu a kolenovým spojom. Nastavte optimálnu rýchlosť odsávania a zapnite funkciu booster, ak je to potrebné. Systém osvetlenia výrobku je potrebné zapínať iba v prípade potreby. SL - Performanse skladno s standardi: EN 61591; EN 60704-1; EN 60704-2-13; EN 50564. Koristni nasveti za načela za zmanjšanje negativnega vpliva na okolje. Privzeti je treba maksimalni premer kanalizacijskega sistema, podan v navodilih, ter paziti, da se ne spremenja presek in kolenskih spojev. Nastaviti optimalno hitrost sesanja ter vklopiti funkcijo booster, če je potrebno. Sistem osvetljave izdelka je potrebno vklopiti le takrat, ko je to nujno potrebno. ES - El rendimiento cumple con las normas: EN 61591; EN 60704-1; EN 60704-2-13; EN 50564. Consejos útiles acerca de las reglas que permiten reducir el impacto negativo en el medio ambiente. Tome el diámetro máximo del sistema de alcantarillado que está especificado en la instrucción y evite el cambio de la sección transversal y la unión de los codos. Ajuste la velocidad óptima de aspiración y encienda el reforzador, si es necesario. El sistema de iluminación del producto solo debe encenderse cuando sea necesario. SV - Prestanda enligt normer: EN 61591; EN 60704-1; EN 60704-2-13; EN 50564. Användbara tips gällande regler för att minska påverkan på miljön. Man bör förutsätta den maximala diametern på avloppssystemet som anges i instruktionen, och undvika att förändra avsnitt och krokar. Ställ sedan in en optimal sughastighet, och slå på boostfunktionen, i fall det är nödvändigt. Produktens belysningssystem skall slås på endast när det behövs. HU - A teljesítmény az alábbi szabványoknak megfelel: EN 61591; EN 60704-1; EN 60704-2-13; EN 50564. Hasznos tippek a környezetre való negatív hatása csökkentésére vonatkozóan. Vegyük alapul a használati utasításban megadott szennyvízrendszer legnagyobb átmérőjét, és kerüljük el a keresztmetszet és a könyökcsövek megváltoztatását. Állítsa be a szívás optimális sebességét és kapcsolja be a booster funkciót, amennyiben ez szükséges. A termék világítási rendszerét csak akkor kapcsolja be, ha valóban szükséges. RU - Данные в соответствии с нормами EN 61591; EN 60704-1; EN 60704-2-13; EN 50564. Полезные советы относительно директив, которые могут ограничить негативное воздействие на окружающую среду до минимума. Следует учитывать максимальный диаметр указанной в инструкции дренажной системы, а изменения поперечного сечения и поленных суставов следует избегать. Установите оптимальную скорость засасывания и включите функцию усилителя, если это необходимо. Система освещения изделия должна включаться только при необходимости. (24, 1282, 1004, 1513)
fiche-row-description: DE Luftstrom im Betrieb auf der Intensivstufe oder Schnelllaufstufe. EN Air flow at intensive or boost setting. IT Flusso d'aria in condizioni di uso intenso o boost. FR Le débit d'air en mode intensif ou «boost». BG дебитът на позицията за интензивна или форсирана работа. CZ Průtok vzduchu v intenzivním nebo zesíleném režimu. HR Protok zraka pri postavci intenzivno ili pojačano uporabe. DK Luftstrømmen ved intensiv hastighed eller turbohastighed. ET Siis õhu vooluhulk võimendatud seisundi tingimustes intensiivne kasutamine. FI Ilmavirta tehostetulla teholla. EL η ροή αέρα στη ρύθμιση «εντατικής» ή «boost». LV Gaisa plūsmas intensīvajā vai pastiprinātajā režīmā. LT Oro srautas intensyviojo arba forsuotojo režimo. NL Luchtstroom in de intensieve of boostmodus. PL Natężenie przepływu powietrza przy intensywnym lub boost. PT Fluxo de ar na regulação intensiva ou reforçada. RO Debitul de aer la regimul intensiv sau accelerat. SK Prúdenie vzduchu pri intenzívnom alebo zvýšenom nastavení. SL Pretok zraka pri intenzivni ali pospešeni nastavitvi. ES Flujo de aire en el modo intensivo o de potencia reforzada. SV Luftflöde vid intensiv eller boostinställning. HU Intenzív üzemmódhoz tartozó légáramlásbesség. RU Воздушный поток при интенсивном режиме работы. (25, 519, 885, 567)
brand-text: Kaiser (918, 46, 971, 66)
info-row-value: 2*2 (887, 1162, 947, 1210)
fiche-row (25, 83, 1005, 131)
fiche-row-unit (965, 383, 1005, 409)
fiche-row-unit (965, 131, 1005, 173)
fiche-rows (25, 83, 1005, 897)
info-row-unit: lux (947, 1210, 1005, 1276)
additional-info-header (25, 924, 1005, 940)
